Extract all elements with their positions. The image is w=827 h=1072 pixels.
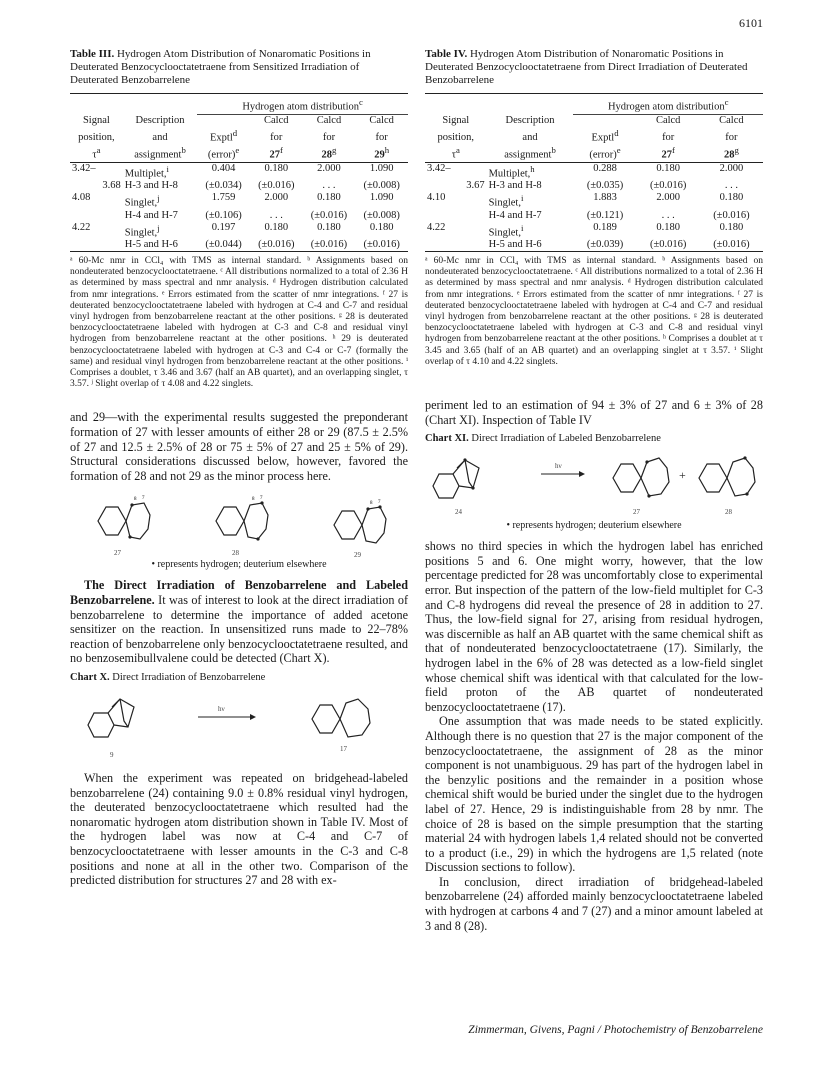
page-number: 6101 (739, 16, 763, 30)
table-row (70, 222, 408, 240)
column-header-line-2: for (662, 132, 675, 143)
chart-x-title: Direct Irradiation of Benzobarrelene (112, 671, 266, 683)
table-cell: (±0.034) (205, 180, 242, 191)
chart-xi (425, 448, 763, 518)
table-cell: (±0.035) (586, 180, 624, 191)
table-row (425, 162, 763, 180)
table-cell: 4.10 (427, 192, 446, 203)
column-header-line-1 (197, 114, 250, 127)
table-row (70, 192, 408, 210)
column-header-line-1 (573, 114, 636, 127)
section-heading: The Direct Irradiation of Benzobarrelene and Labeled Benzobarrelene. (70, 578, 408, 607)
right-column (425, 48, 763, 933)
column-header-line-3: 28$^g$ (723, 145, 739, 161)
table-cell (425, 239, 487, 252)
right-paragraph-3: One assumption that was made needs to be stated explicitly. Although there is no question that 27 is the major component of the benzocyclooctatetraene, the assignment of 28 as the minor component is not unambiguous. 29 has part of the hydrogen label in the benzylic positions and the remainder in a position whose chemical shift would be buried under the singlet due to the hydrogen label of 27. Hence, 29 is indistinguishable from 28 by nmr. The choice of 28 is based on the simple presumption that the starting material 24 with hydrogen labels 1,4 related should not be converted to a product (i.e., 29) in which the hydrogens are 1,5 related (note Discussion sections to follow). (425, 714, 763, 875)
table-cell: 4.22 (72, 221, 91, 233)
column-header-line-2: and (152, 132, 168, 143)
table-cell: 3.67 (466, 180, 485, 191)
table-3-label: Table III. (70, 48, 115, 60)
table-cell: H-3 and H-8 (124, 180, 178, 191)
table-3-header-row-1 (70, 114, 408, 127)
structure-label-28: 28 (232, 549, 239, 558)
chart-xi-hv: hν (555, 462, 562, 471)
chart-x-hv: hν (218, 704, 225, 713)
structure-label-27: 27 (114, 549, 121, 558)
table-4-header-row-3 (425, 144, 763, 162)
column-header-line-3: (error)$^e$ (207, 145, 240, 161)
table-cell: (±0.016) (363, 239, 400, 250)
column-header-line-2: for (375, 132, 388, 143)
chart-xi-structure-28 (695, 450, 757, 506)
column-header-line-2: for (270, 132, 283, 143)
column-header-line-2: Exptl$^d$ (210, 127, 238, 143)
table-cell: 0.189 (593, 221, 617, 233)
column-header-line-2: Exptl$^d$ (591, 127, 619, 143)
column-header-line-1: Signal (442, 114, 470, 126)
table-4-caption (425, 48, 763, 87)
chart-xi-arrow (539, 462, 585, 482)
table-cell: 0.180 (719, 192, 744, 203)
column-header-line-3: 27$^f$ (661, 145, 675, 161)
benzocyclooctatetraene-structure (308, 691, 374, 747)
table-3-body (70, 162, 408, 252)
benzobarrelene-structure (84, 687, 144, 747)
table-cell (70, 239, 123, 252)
right-paragraph-4: In conclusion, direct irradiation of bridgehead-labeled benzobarrelene (24) afforded mainly benzocyclooctatetraene labeled with hydrogen at carbons 4 and 7 (27) and a minor amount labeled at 3 and 8 (28). (425, 874, 763, 933)
table-cell: 1.883 (593, 192, 617, 203)
chart-x-compound-9: 9 (110, 750, 114, 759)
table-3-footnotes: ᵃ 60-Mc nmr in CCl₄ with TMS as internal standard. ᵇ Assignments based on nondeuterated benzocyclooctatetraene. ᶜ All distributions normalized to a total of 2.36 H as determined by mass spectral and nmr analysis. ᵈ Hydrogen distribution calculated from nmr integrations. ᵉ Errors estimated from the scatter of nmr integrations. ᶠ 27 is deuterated benzocyclooctatetraene labeled with hydrogen at C-4 and C-7 and residual vinyl hydrogen from benzobarrelene reactant at the other positions. ᵍ 28 is deuterated benzocyclooctatetraene labeled with hydrogen at C-3 and C-8 and residual vinyl hydrogen from benzobarrelene reactant at the other positions. ʰ 29 is deuterated benzocyclooctatetraene labeled with hydrogen at C-3 and C-4 or C-7 (formally the same) and residual vinyl hydrogen from benzobarrelene reactant at the other positions. ⁱ Comprises a doublet, τ 3.46 and 3.67 (half an AB quartet), and an overlapping singlet, τ 3.57. ʲ Slight overlap of τ 4.08 and 4.22 singlets. (70, 256, 408, 390)
table-cell: H-5 and H-6 (124, 239, 178, 250)
right-legend: • represents hydrogen; deuterium elsewhere (506, 520, 682, 532)
left-column (70, 48, 408, 888)
chart-xi-compound-24: 24 (455, 508, 462, 517)
reaction-arrow (196, 705, 256, 725)
table-cell: H-4 and H-7 (124, 209, 178, 221)
table-cell: 3.42– (427, 162, 451, 174)
table-cell: 2.000 (656, 192, 680, 203)
table-row (425, 180, 763, 192)
table-cell: . . . (322, 180, 336, 191)
table-cell: 2.000 (264, 192, 289, 203)
table-3-header-row-2 (70, 127, 408, 145)
svg-text:7: 7 (142, 496, 145, 502)
table-cell (425, 210, 487, 222)
table-cell: (±0.016) (258, 180, 295, 191)
chart-xi-compound-27: 27 (633, 508, 640, 517)
table-cell: 0.180 (369, 221, 394, 233)
chart-xi-title: Direct Irradiation of Labeled Benzobarrelene (471, 433, 661, 445)
structure-29 (328, 495, 388, 555)
column-header-line-1: Calcd (369, 114, 394, 126)
table-cell: 0.404 (211, 162, 236, 174)
table-cell: (±0.016) (258, 239, 295, 250)
table-3-header-row-3 (70, 144, 408, 162)
column-header-line-3: 28$^g$ (321, 145, 337, 161)
table-cell: Singlet,$^j$ (124, 193, 160, 209)
table-3-caption (70, 48, 408, 87)
chart-xi-structure-27 (609, 450, 671, 506)
table-cell: 0.180 (719, 221, 744, 233)
chart-x (70, 687, 408, 761)
table-cell: Multiplet,$^h$ (488, 163, 535, 179)
table-cell: 2.000 (317, 162, 341, 174)
table-cell: (±0.016) (310, 209, 348, 221)
table-row (70, 210, 408, 222)
table-cell: Singlet,$^i$ (488, 222, 524, 238)
chart-x-compound-17: 17 (340, 744, 347, 753)
table-cell: 1.090 (369, 162, 394, 174)
column-header-line-1: Calcd (264, 114, 289, 126)
table-4-title: Hydrogen Atom Distribution of Nonaromatic Positions in Deuterated Benzocyclooctatetraene from Direct Irradiation of Deuterated Benzobarrelene (425, 48, 748, 86)
column-header-line-1: Description (505, 114, 555, 126)
chart-xi-caption (425, 433, 763, 444)
left-legend: • represents hydrogen; deuterium elsewhere (151, 559, 327, 571)
column-header-line-3: assignment$^b$ (134, 145, 186, 161)
table-cell: Multiplet,$^i$ (124, 163, 169, 179)
svg-text:7: 7 (378, 500, 381, 506)
table-row (425, 239, 763, 252)
table-cell: 0.180 (656, 221, 680, 233)
table-cell: . . . (724, 180, 738, 191)
chart-x-caption (70, 672, 408, 683)
right-paragraph-2: shows no third species in which the hydrogen label has enriched positions 5 and 6. One might worry, however, that the low percentage predicted for 28 was uncomfortably close to experimental error. But inspection of the pattern of the low-field multiplet for C-3 and C-8 hydrogens did reveal the presence of 28 in addition to 27. Thus, the low-field signal for 27, arising from residual hydrogen, was discernible as half an AB quartet with the same chemical shift as that of nondeuterated benzocyclooctatetraene (17). Similarly, the hydrogen label in the 6% of 28 was detected as a low-field singlet whose chemical shift was identical with that calculated for the low-field proton of the AB quartet of nondeuterated benzocyclooctatetraene (17). (425, 539, 763, 714)
table-cell: 0.180 (264, 221, 289, 233)
column-header-line-2: and (522, 132, 538, 143)
column-header-line-2: position, (78, 132, 115, 143)
column-header-line-1: Calcd (655, 114, 681, 126)
column-header-line-3: 27$^f$ (269, 145, 283, 161)
left-structures (70, 491, 408, 560)
svg-text:8: 8 (252, 497, 255, 503)
left-paragraph-1: and 29—with the experimental results suggested the preponderant formation of 27 with lesser amounts of either 28 or 29 (87.5 ± 2.5% of 27 and 12.5 ± 2.5% of 28 or 75 ± 5% of 27 and 25 ± 5% of 29). Structural considerations discussed below, however, favored the formation of 28 and not 29 as the minor process here. (70, 410, 408, 483)
table-cell: (±0.008) (363, 180, 400, 191)
table-4-label: Table IV. (425, 48, 468, 60)
table-cell (70, 210, 123, 222)
chart-xi-compound-28: 28 (725, 508, 732, 517)
table-cell: 0.180 (264, 162, 289, 174)
svg-text:7: 7 (260, 496, 263, 502)
table-cell: . . . (661, 209, 675, 221)
table-row (70, 239, 408, 252)
table-cell: Singlet,$^j$ (124, 222, 160, 238)
table-cell: 0.180 (317, 221, 341, 233)
column-header-line-3: assignment$^b$ (504, 145, 556, 161)
table-cell: (±0.016) (310, 239, 348, 250)
column-header-line-3: $\tau^a$ (92, 145, 101, 161)
table-cell: (±0.121) (586, 209, 624, 221)
svg-text:8: 8 (134, 497, 137, 503)
table-cell: Singlet,$^i$ (488, 193, 524, 209)
table-cell: (±0.016) (650, 239, 687, 250)
table-row (70, 162, 408, 180)
table-row (70, 180, 408, 192)
table-4-header-row-2 (425, 127, 763, 145)
left-paragraph-3: When the experiment was repeated on bridgehead-labeled benzobarrelene (24) containing 9.0 ± 0.8% residual vinyl hydrogen, the deuterated benzocyclooctatetraene which resulted had the nonaromatic hydrogen atom distribution shown in Table IV. Most of the hydrogen label was now at C-4 and C-7 of benzocyclooctatetraene with lesser amounts in the C-3 and C-8 positions and none at all in the other two. Comparison of the predicted distribution for structures 27 and 28 with ex- (70, 770, 408, 888)
table-3-title: Hydrogen Atom Distribution of Nonaromatic Positions in Deuterated Benzocyclooctatetraene from Sensitized Irradiation of Deuterated Benzobarrelene (70, 48, 371, 86)
column-header-line-3: 29$^h$ (374, 145, 390, 161)
table-cell: . . . (269, 209, 283, 221)
table-4-body (425, 162, 763, 252)
right-paragraph-1: periment led to an estimation of 94 ± 3% of 27 and 6 ± 3% of 28 (Chart XI). Inspection of Table IV (425, 398, 763, 427)
column-header-line-2: position, (437, 132, 475, 143)
left-paragraph-2: The Direct Irradiation of Benzobarrelene and Labeled Benzobarrelene. It was of interest to look at the direct irradiation of benzobarrelene to determine the importance of added acetone sensitizer on the reaction. In unsensitized runs made to 22–78% reaction of benzobarrelene only benzocyclooctatetraene resulted, and no benzosemibullvalene could be detected (Chart X). (70, 578, 409, 666)
table-4-footnotes: ᵃ 60-Mc nmr in CCl₄ with TMS as internal standard. ᵇ Assignments based on nondeuterated benzocyclooctatetraene. ᶜ All distributions normalized to a total of 2.36 H as determined by mass spectral and nmr analysis. ᵈ Hydrogen distribution calculated from nmr integrations. ᵉ Errors estimated from the scatter of nmr integrations. ᶠ 27 is deuterated benzocyclooctatetraene labeled with hydrogen at C-4 and C-7 and residual vinyl hydrogen from benzobarrelene reactant at the other positions. ᵍ 28 is deuterated benzocyclooctatetraene labeled with hydrogen at C-3 and C-8 and residual vinyl hydrogen from benzobarrelene reactant at the other positions. ʰ Comprises a doublet at τ 3.45 and 3.65 (half of an AB quartet) and an overlapping singlet at τ 3.57. ⁱ Slight overlap of τ 4.10 and 4.22 singlets. (425, 256, 763, 367)
table-cell: 0.180 (656, 162, 680, 174)
table-row (425, 222, 763, 240)
chart-xi-plus: + (679, 468, 686, 483)
table-cell: (±0.016) (713, 209, 750, 221)
column-header-line-3: $\tau^a$ (451, 145, 460, 161)
column-header-line-1: Signal (82, 114, 110, 126)
table-cell: H-3 and H-8 (488, 180, 542, 191)
table-cell: 3.42– (72, 162, 96, 174)
table-cell: (±0.016) (650, 180, 687, 191)
table-cell: (±0.039) (586, 239, 624, 250)
svg-text:8: 8 (370, 501, 373, 507)
table-cell: (±0.044) (205, 239, 242, 250)
table-cell: 0.180 (317, 192, 341, 203)
column-header-line-1: Calcd (719, 114, 744, 126)
table-cell: 2.000 (719, 162, 744, 174)
running-footer: Zimmerman, Givens, Pagni / Photochemistry of Benzobarrelene (468, 1024, 763, 1036)
table-3-group-header: Hydrogen atom distribution$^c$ (197, 94, 408, 115)
column-header-line-3: (error)$^e$ (589, 145, 621, 161)
table-3 (70, 93, 408, 252)
column-header-line-1: Description (135, 114, 185, 126)
structure-27 (92, 491, 152, 551)
table-cell: 1.090 (369, 192, 394, 203)
table-cell: 3.68 (102, 180, 121, 191)
table-cell: H-5 and H-6 (488, 239, 542, 250)
table-cell: 4.22 (427, 221, 446, 233)
table-cell: (±0.106) (205, 209, 242, 221)
labeled-benzobarrelene-structure (429, 448, 489, 508)
column-header-line-2: for (322, 132, 336, 143)
table-cell: 1.759 (211, 192, 236, 203)
table-cell: (±0.016) (713, 239, 750, 250)
table-cell: 0.288 (593, 162, 617, 174)
table-cell: 0.197 (211, 221, 236, 233)
table-4-group-header: Hydrogen atom distribution$^c$ (573, 94, 763, 115)
table-4-header-row-1 (425, 114, 763, 127)
table-row (425, 192, 763, 210)
table-cell: 4.08 (72, 192, 91, 203)
column-header-line-2: for (725, 132, 738, 143)
chart-x-label: Chart X. (70, 671, 110, 683)
structure-label-29: 29 (354, 551, 361, 560)
table-cell: H-4 and H-7 (488, 209, 542, 221)
table-4 (425, 93, 763, 252)
column-header-line-1: Calcd (316, 114, 342, 126)
structure-28 (210, 491, 270, 551)
table-row (425, 210, 763, 222)
chart-xi-label: Chart XI. (425, 433, 469, 445)
table-cell: (±0.008) (363, 209, 400, 221)
